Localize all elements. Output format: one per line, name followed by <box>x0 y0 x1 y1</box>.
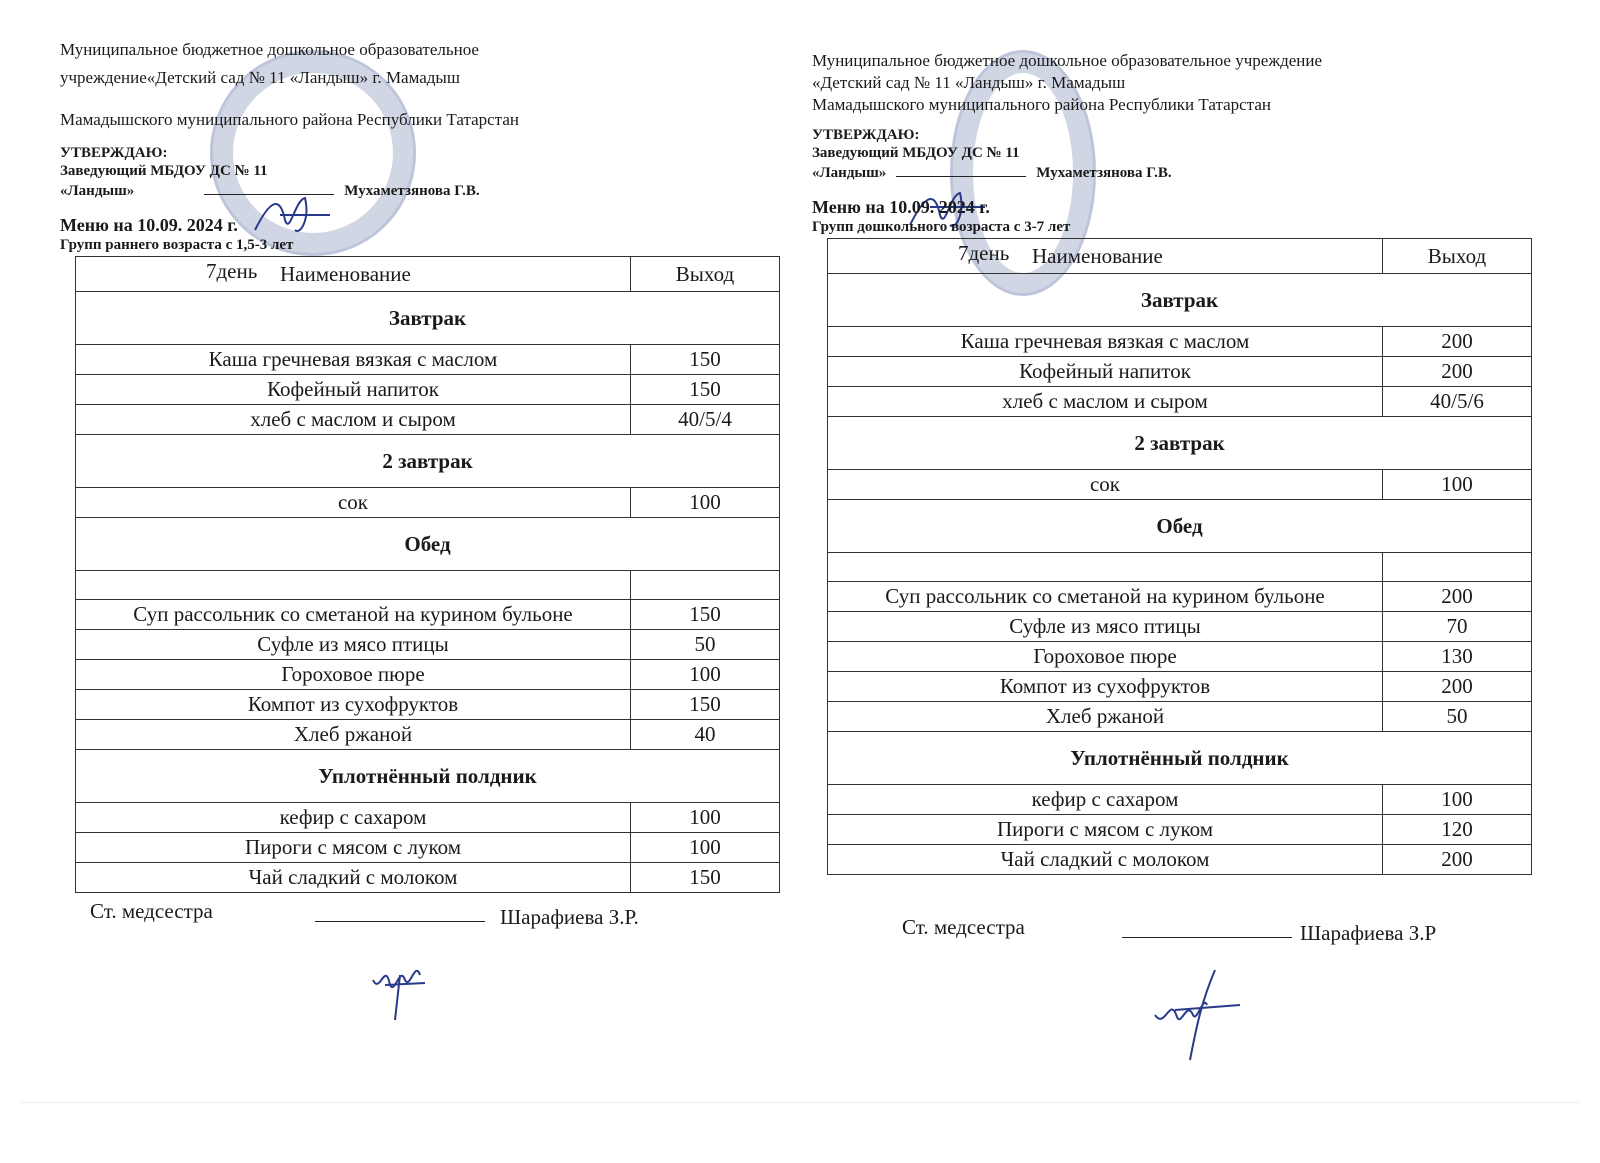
table-row <box>76 803 780 833</box>
table-row <box>76 690 780 720</box>
day-label: 7день <box>958 241 1010 265</box>
section-breakfast: Завтрак <box>76 292 780 345</box>
table-row <box>828 702 1532 732</box>
menu-table <box>827 238 1532 875</box>
dish-output: 150 <box>631 345 780 375</box>
dish-name: хлеб с маслом и сыром <box>76 405 631 435</box>
section-lunch: Обед <box>76 518 780 571</box>
dish-output: 100 <box>631 488 780 518</box>
dish-output: 150 <box>631 690 780 720</box>
table-row <box>828 327 1532 357</box>
output-header: Выход <box>1383 239 1532 274</box>
dish-name: кефир с сахаром <box>828 785 1383 815</box>
table-row <box>76 488 780 518</box>
table-header-row <box>828 239 1532 274</box>
dish-name: Кофейный напиток <box>828 357 1383 387</box>
dish-name: Чай сладкий с молоком <box>828 845 1383 875</box>
org-line: Муниципальное бюджетное дошкольное образовательное <box>60 40 479 59</box>
table-row <box>828 612 1532 642</box>
head-org: «Ландыш» <box>812 165 887 181</box>
dish-name: Хлеб ржаной <box>828 702 1383 732</box>
section-lunch: Обед <box>828 500 1532 553</box>
nurse-signoff <box>812 915 1532 975</box>
org-line: Муниципальное бюджетное дошкольное образовательное учреждение <box>812 51 1322 70</box>
dish-output: 100 <box>631 660 780 690</box>
dish-name: кефир с сахаром <box>76 803 631 833</box>
dish-name: Чай сладкий с молоком <box>76 863 631 893</box>
dish-output: 100 <box>631 803 780 833</box>
table-row <box>828 785 1532 815</box>
dish-output: 70 <box>1383 612 1532 642</box>
dish-output: 120 <box>1383 815 1532 845</box>
dish-name: Суфле из мясо птицы <box>76 630 631 660</box>
head-title: Заведующий МБДОУ ДС № 11 <box>812 145 1020 161</box>
dish-name: сок <box>828 470 1383 500</box>
table-row <box>76 405 780 435</box>
menu-panel-early-age <box>60 36 780 959</box>
table-row <box>828 815 1532 845</box>
dish-name: Хлеб ржаной <box>76 720 631 750</box>
table-row <box>76 863 780 893</box>
dish-output: 40 <box>631 720 780 750</box>
approval-block <box>812 126 1532 182</box>
dish-output: 200 <box>1383 327 1532 357</box>
table-row <box>828 582 1532 612</box>
table-row <box>76 571 780 600</box>
nurse-name: Шарафиева З.Р. <box>500 905 639 929</box>
menu-table <box>75 256 780 893</box>
head-title: Заведующий МБДОУ ДС № 11 <box>60 163 268 179</box>
dish-output: 40/5/4 <box>631 405 780 435</box>
dish-name: Кофейный напиток <box>76 375 631 405</box>
table-row <box>76 375 780 405</box>
menu-date: Меню на 10.09. 2024 г. <box>60 215 238 235</box>
dish-name: Гороховое пюре <box>828 642 1383 672</box>
head-name: Мухаметзянова Г.В. <box>344 183 480 199</box>
table-row <box>828 642 1532 672</box>
dish-output: 200 <box>1383 672 1532 702</box>
org-line: «Детский сад № 11 «Ландыш» г. Мамадыш <box>812 73 1126 92</box>
dish-name: Гороховое пюре <box>76 660 631 690</box>
table-row <box>76 630 780 660</box>
org-line: учреждение«Детский сад № 11 «Ландыш» г. Мамадыш <box>60 68 460 87</box>
dish-name: Суфле из мясо птицы <box>828 612 1383 642</box>
dish-output: 150 <box>631 375 780 405</box>
table-row <box>76 600 780 630</box>
nurse-signature <box>365 955 445 1025</box>
age-group: Групп раннего возраста с 1,5-3 лет <box>60 237 294 253</box>
dish-output: 130 <box>1383 642 1532 672</box>
dish-output: 100 <box>1383 470 1532 500</box>
dish-name: Пироги с мясом с луком <box>76 833 631 863</box>
dish-output: 150 <box>631 600 780 630</box>
table-row <box>828 357 1532 387</box>
approve-label: УТВЕРЖДАЮ: <box>60 145 168 161</box>
table-header-row <box>76 257 780 292</box>
menu-date: Меню на 10.09. 2024 г. <box>812 197 990 217</box>
dish-name: сок <box>76 488 631 518</box>
organization-header <box>60 36 780 134</box>
org-line: Мамадышского муниципального района Республики Татарстан <box>812 95 1271 114</box>
table-row <box>76 720 780 750</box>
dish-name: Каша гречневая вязкая с маслом <box>828 327 1383 357</box>
dish-output: 200 <box>1383 357 1532 387</box>
day-label: 7день <box>206 259 258 283</box>
section-breakfast: Завтрак <box>828 274 1532 327</box>
head-org: «Ландыш» <box>60 183 135 199</box>
table-row <box>828 470 1532 500</box>
table-row <box>828 553 1532 582</box>
dish-output: 200 <box>1383 845 1532 875</box>
section-snack: Уплотнённый полдник <box>76 750 780 803</box>
section-second-breakfast: 2 завтрак <box>76 435 780 488</box>
table-row <box>76 660 780 690</box>
approval-block <box>60 144 780 200</box>
org-line: Мамадышского муниципального района Республики Татарстан <box>60 110 519 129</box>
nurse-role: Ст. медсестра <box>902 915 1025 939</box>
dish-output: 40/5/6 <box>1383 387 1532 417</box>
table-row <box>76 833 780 863</box>
dish-name: Компот из сухофруктов <box>76 690 631 720</box>
name-header: Наименование <box>1032 243 1163 268</box>
menu-panel-preschool <box>812 50 1532 975</box>
section-second-breakfast: 2 завтрак <box>828 417 1532 470</box>
nurse-signature <box>1145 965 1255 1065</box>
name-header: Наименование <box>280 261 411 286</box>
dish-output: 150 <box>631 863 780 893</box>
table-row <box>828 672 1532 702</box>
dish-name: Суп рассольник со сметаной на курином бульоне <box>828 582 1383 612</box>
dish-output: 100 <box>1383 785 1532 815</box>
nurse-name: Шарафиева З.Р <box>1300 921 1437 945</box>
age-group: Групп дошкольного возраста с 3-7 лет <box>812 219 1071 235</box>
dish-output: 50 <box>1383 702 1532 732</box>
output-header: Выход <box>631 257 780 292</box>
dish-name: Компот из сухофруктов <box>828 672 1383 702</box>
nurse-role: Ст. медсестра <box>90 899 213 923</box>
table-row <box>828 387 1532 417</box>
head-name: Мухаметзянова Г.В. <box>1036 165 1172 181</box>
dish-name: Суп рассольник со сметаной на курином бульоне <box>76 600 631 630</box>
table-row <box>76 345 780 375</box>
dish-output: 50 <box>631 630 780 660</box>
organization-header <box>812 50 1532 116</box>
nurse-signoff <box>60 899 780 959</box>
dish-name: Каша гречневая вязкая с маслом <box>76 345 631 375</box>
dish-name: Пироги с мясом с луком <box>828 815 1383 845</box>
dish-output: 100 <box>631 833 780 863</box>
dish-output: 200 <box>1383 582 1532 612</box>
section-snack: Уплотнённый полдник <box>828 732 1532 785</box>
table-row <box>828 845 1532 875</box>
dish-name: хлеб с маслом и сыром <box>828 387 1383 417</box>
approve-label: УТВЕРЖДАЮ: <box>812 127 920 143</box>
